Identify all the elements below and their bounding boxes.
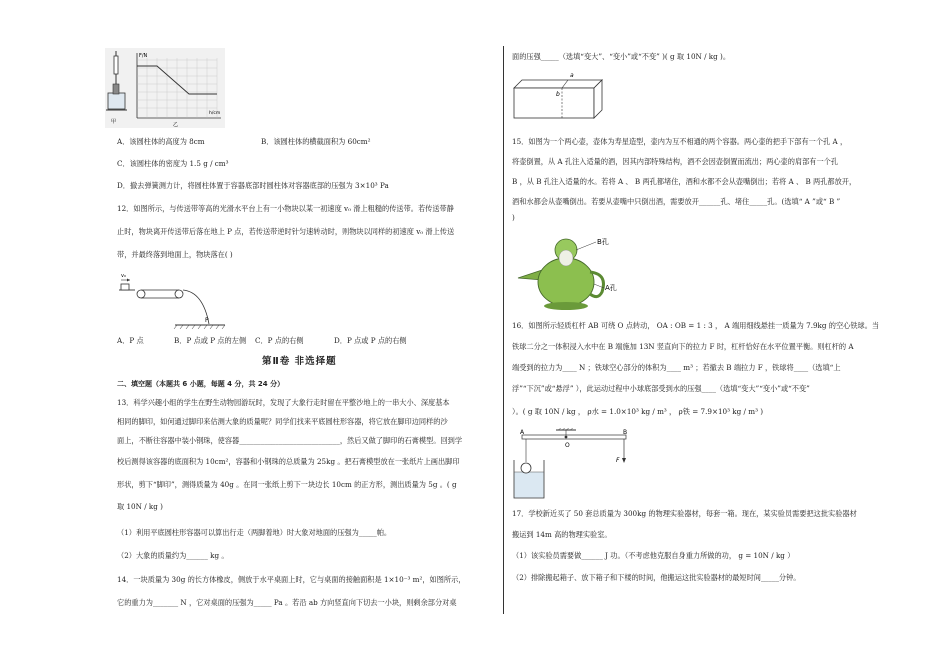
figure-q12-v0: v₀ xyxy=(121,273,126,279)
q15-line-3: B ，从 B 孔注入适量的水。若将 A 、 B 两孔都堵住，酒和水都不会从壶嘴倒出；若将 A 、 B 两孔都放开， xyxy=(512,177,857,186)
q11-option-a: A．该圆柱体的高度为 8cm xyxy=(117,137,205,146)
figure-q14-eraser xyxy=(512,68,604,124)
q13-sub-2: （2）大象的质量约为______ kg 。 xyxy=(117,551,229,560)
q13-line-4: 校后测得该容器的底面积为 10cm²，容器和小钢珠的总质量为 25kg 。把石膏模型放在一张纸片上画出脚印 xyxy=(117,457,460,466)
q16-line-5: ）。( g 取 10N / kg ， ρ水 = 1.0×10³ kg / m³ ， ρ铁 = 7.9×10³ kg / m³ ) xyxy=(512,407,764,416)
figure-q16-a: A xyxy=(520,429,525,436)
q15-line-2: 将壶倒置，从 A 孔注入适量的酒，因其内部特殊结构，酒不会因壶倒置而流出；两心壶的肩部有一个孔 xyxy=(512,157,839,166)
q13-line-2: 相同的脚印，如何通过脚印来估测大象的质量呢？同学们找来平底圆柱形容器，将它放在脚印边同样的沙 xyxy=(117,417,448,426)
q13-line-3: 面上，不断往容器中装小钢珠，使容器____________________________，然后又做了脚印的石膏模型。回到学 xyxy=(117,436,463,445)
figure-q12-p: P xyxy=(205,317,209,324)
q16-line-1: 16．如图所示轻质杠杆 AB 可绕 O 点转动， OA : OB = 1 : 3 ， A 端用细线悬挂一质量为 7.9kg 的空心铁球。当 xyxy=(512,321,880,330)
q15-line-4: 酒和水都会从壶嘴倒出。若要从壶嘴中只倒出酒，需要放开______孔、堵住_____孔。(选填“ A ”或“ B ” xyxy=(512,197,841,206)
figure-q15-b-label: B孔 xyxy=(597,238,609,246)
figure-q14-b: b xyxy=(556,91,560,98)
figure-q16-o: O xyxy=(565,442,570,449)
q12-line-2: 止时，物块离开传送带后落在地上 P 点，若传送带逆时针匀速转动时，则物块以同样的初速度 v₀ 滑上传送 xyxy=(117,227,455,236)
figure-q11-xlabel: h/cm xyxy=(209,111,221,116)
q11-option-d: D．撤去弹簧测力计，将圆柱体置于容器底部时圆柱体对容器底部的压强为 3×10³ Pa xyxy=(117,181,389,190)
q13-line-1: 13．科学兴趣小组的学生在野生动物园游玩时，发现了大象行走时留在平整沙地上的一串大小、深度基本 xyxy=(117,398,450,407)
q15-line-1: 15．如图为一个两心壶，壶体为寿星造型，壶内为互不相通的两个容器。两心壶的把手下部有一个孔 A ， xyxy=(512,137,848,146)
q16-line-2: 铁球二分之一体积浸入水中在 B 端施加 13N 竖直向下的拉力 F 时，杠杆恰好在水平位置平衡。则杠杆的 A xyxy=(512,342,854,351)
figure-q11 xyxy=(105,48,225,128)
column-divider xyxy=(503,46,504,614)
figure-q15-a-label: A孔 xyxy=(605,284,617,292)
q17-sub-2: （2）排除搬起箱子、放下箱子和下楼的时间，他搬运这批实验器材的最短时间_____分钟。 xyxy=(512,573,801,582)
q15-line-5: ) xyxy=(512,213,515,222)
q13-line-5: 形状，剪下“脚印”，测得质量为 40g 。在同一张纸上剪下一块边长 10cm 的正方形，测出质量为 5g 。( g xyxy=(117,480,457,489)
q16-line-3: 端受到的拉力为____ N ；铁球空心部分的体积为____ m³ ；若撤去 B 端拉力 F ，铁球将____（选填“上 xyxy=(512,363,841,372)
figure-q16-f: F xyxy=(616,457,620,464)
q12-option-d: D．P 点或 P 点的右侧 xyxy=(334,336,407,345)
q17-sub-1: （1）该实验员需要做______ J 功。（不考虑他克服自身重力所做的功， g = 10N / kg ） xyxy=(512,551,795,560)
q12-line-3: 带，并最终落到地面上，物块落在( ) xyxy=(117,250,233,259)
q13-line-6: 取 10N / kg ) xyxy=(117,502,163,511)
q12-line-1: 12．如图所示，与传送带等高的光滑水平台上有一小物块以某一初速度 v₀ 滑上粗糙的传送带。若传送带静 xyxy=(117,204,454,213)
figure-q11-ylabel: F/N xyxy=(139,53,148,59)
q14-line-2: 它的重力为_______ N ，它对桌面的压强为_____ Pa 。若沿 ab 方向竖直向下切去一小块，则剩余部分对桌 xyxy=(117,598,457,607)
q14-continued: 面的压强_____（选填“变大”、“变小”或“不变” )( g 取 10N / kg )。 xyxy=(512,52,731,61)
fill-in-section-title: 二、填空题（本题共 6 小题，每题 4 分，共 24 分） xyxy=(117,380,285,388)
q13-sub-1: （1）利用平底圆柱形容器可以算出行走（两脚着地）时大象对地面的压强为_____帕。 xyxy=(117,528,392,537)
figure-q12-conveyor xyxy=(117,268,227,330)
figure-q14-a: a xyxy=(570,72,574,79)
q12-option-b: B．P 点或 P 点的左侧 xyxy=(174,336,247,345)
q12-option-c: C．P 点的右侧 xyxy=(255,336,304,345)
figure-q16-b: B xyxy=(623,429,628,436)
part-2-title: 第Ⅱ卷 非选择题 xyxy=(262,356,337,367)
q11-option-b: B．该圆柱体的横截面积为 60cm² xyxy=(261,137,371,146)
figure-q16-lever xyxy=(512,428,632,500)
q14-line-1: 14．一块质量为 30g 的长方体橡皮，侧放于水平桌面上时，它与桌面的接触面积是 1×10⁻³ m²，如图所示， xyxy=(117,575,466,584)
q17-line-1: 17．学校新近买了 50 套总质量为 300kg 的物理实验器材，每套一箱。现在，某实验员需要把这批实验器材 xyxy=(512,509,857,518)
q11-option-c: C．该圆柱体的密度为 1.5 g / cm³ xyxy=(117,159,229,168)
figure-q11-label-left: 甲 xyxy=(111,119,117,125)
q12-option-a: A．P 点 xyxy=(117,336,144,345)
figure-q15-teapot xyxy=(512,228,624,312)
figure-q11-label-right: 乙 xyxy=(173,122,179,128)
q16-line-4: 浮”“下沉”或“悬浮” ），此运动过程中小球底部受到水的压强____（选填“变大”“变小”或“不变” xyxy=(512,384,810,393)
q17-line-2: 搬运到 14m 高的物理实验室。 xyxy=(512,530,612,539)
